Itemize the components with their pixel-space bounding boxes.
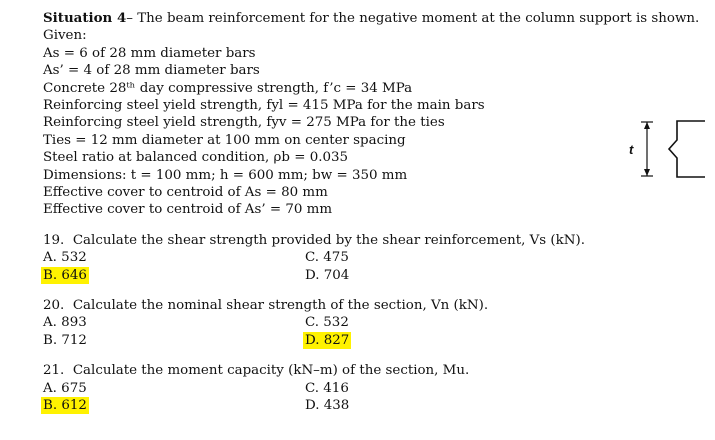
given-line: Concrete 28ᵗʰ day compressive strength, f’c = 34 MPa bbox=[43, 80, 413, 96]
thickness-label: t bbox=[629, 142, 634, 157]
situation-heading bbox=[43, 10, 703, 27]
given-line: Effective cover to centroid of As = 80 mm bbox=[43, 185, 328, 201]
option-c: C. 416 bbox=[305, 380, 349, 396]
answer-options bbox=[43, 314, 703, 349]
arrow-down-icon bbox=[644, 169, 650, 176]
option-d-highlighted: D. 827 bbox=[305, 332, 350, 348]
arrow-up-icon bbox=[644, 122, 650, 129]
option-a: A. 675 bbox=[43, 380, 87, 396]
option-b: B. 712 bbox=[43, 332, 87, 348]
question-text: 20. Calculate the nominal shear strength of the section, Vn (kN). bbox=[43, 298, 489, 314]
given-line: As’ = 4 of 28 mm diameter bars bbox=[43, 63, 260, 79]
question-21 bbox=[43, 362, 703, 414]
given-line: As = 6 of 28 mm diameter bars bbox=[43, 45, 256, 61]
given-line: Steel ratio at balanced condition, ρb = 0.035 bbox=[43, 150, 349, 166]
given-line: Dimensions: t = 100 mm; h = 600 mm; bw = 350 mm bbox=[43, 167, 408, 183]
given-label: Given: bbox=[43, 28, 87, 44]
option-c: C. 475 bbox=[305, 250, 349, 266]
document-body bbox=[43, 10, 703, 414]
situation-label: Situation 4 bbox=[43, 10, 127, 26]
question-20 bbox=[43, 297, 703, 349]
question-text: 21. Calculate the moment capacity (kN–m) of the section, Mu. bbox=[43, 363, 470, 379]
option-d: D. 704 bbox=[305, 267, 350, 283]
option-b-highlighted: B. 612 bbox=[43, 398, 87, 414]
given-line: Ties = 12 mm diameter at 100 mm on center spacing bbox=[43, 132, 406, 148]
beam-flange-diagram bbox=[625, 118, 705, 180]
question-text: 19. Calculate the shear strength provided by the shear reinforcement, Vs (kN). bbox=[43, 232, 585, 248]
option-a: A. 893 bbox=[43, 315, 87, 331]
section-outline bbox=[669, 121, 705, 177]
question-19 bbox=[43, 232, 703, 284]
option-d: D. 438 bbox=[305, 398, 350, 414]
option-c: C. 532 bbox=[305, 315, 349, 331]
situation-text: – The beam reinforcement for the negative moment at the column support is shown. bbox=[126, 11, 700, 26]
option-b-highlighted: B. 646 bbox=[43, 267, 87, 283]
answer-options bbox=[43, 380, 703, 415]
answer-options bbox=[43, 249, 703, 284]
given-line: Effective cover to centroid of As’ = 70 mm bbox=[43, 202, 333, 218]
given-line: Reinforcing steel yield strength, fyv = 275 MPa for the ties bbox=[43, 115, 445, 131]
option-a: A. 532 bbox=[43, 250, 87, 266]
given-line: Reinforcing steel yield strength, fyl = 415 MPa for the main bars bbox=[43, 98, 485, 114]
